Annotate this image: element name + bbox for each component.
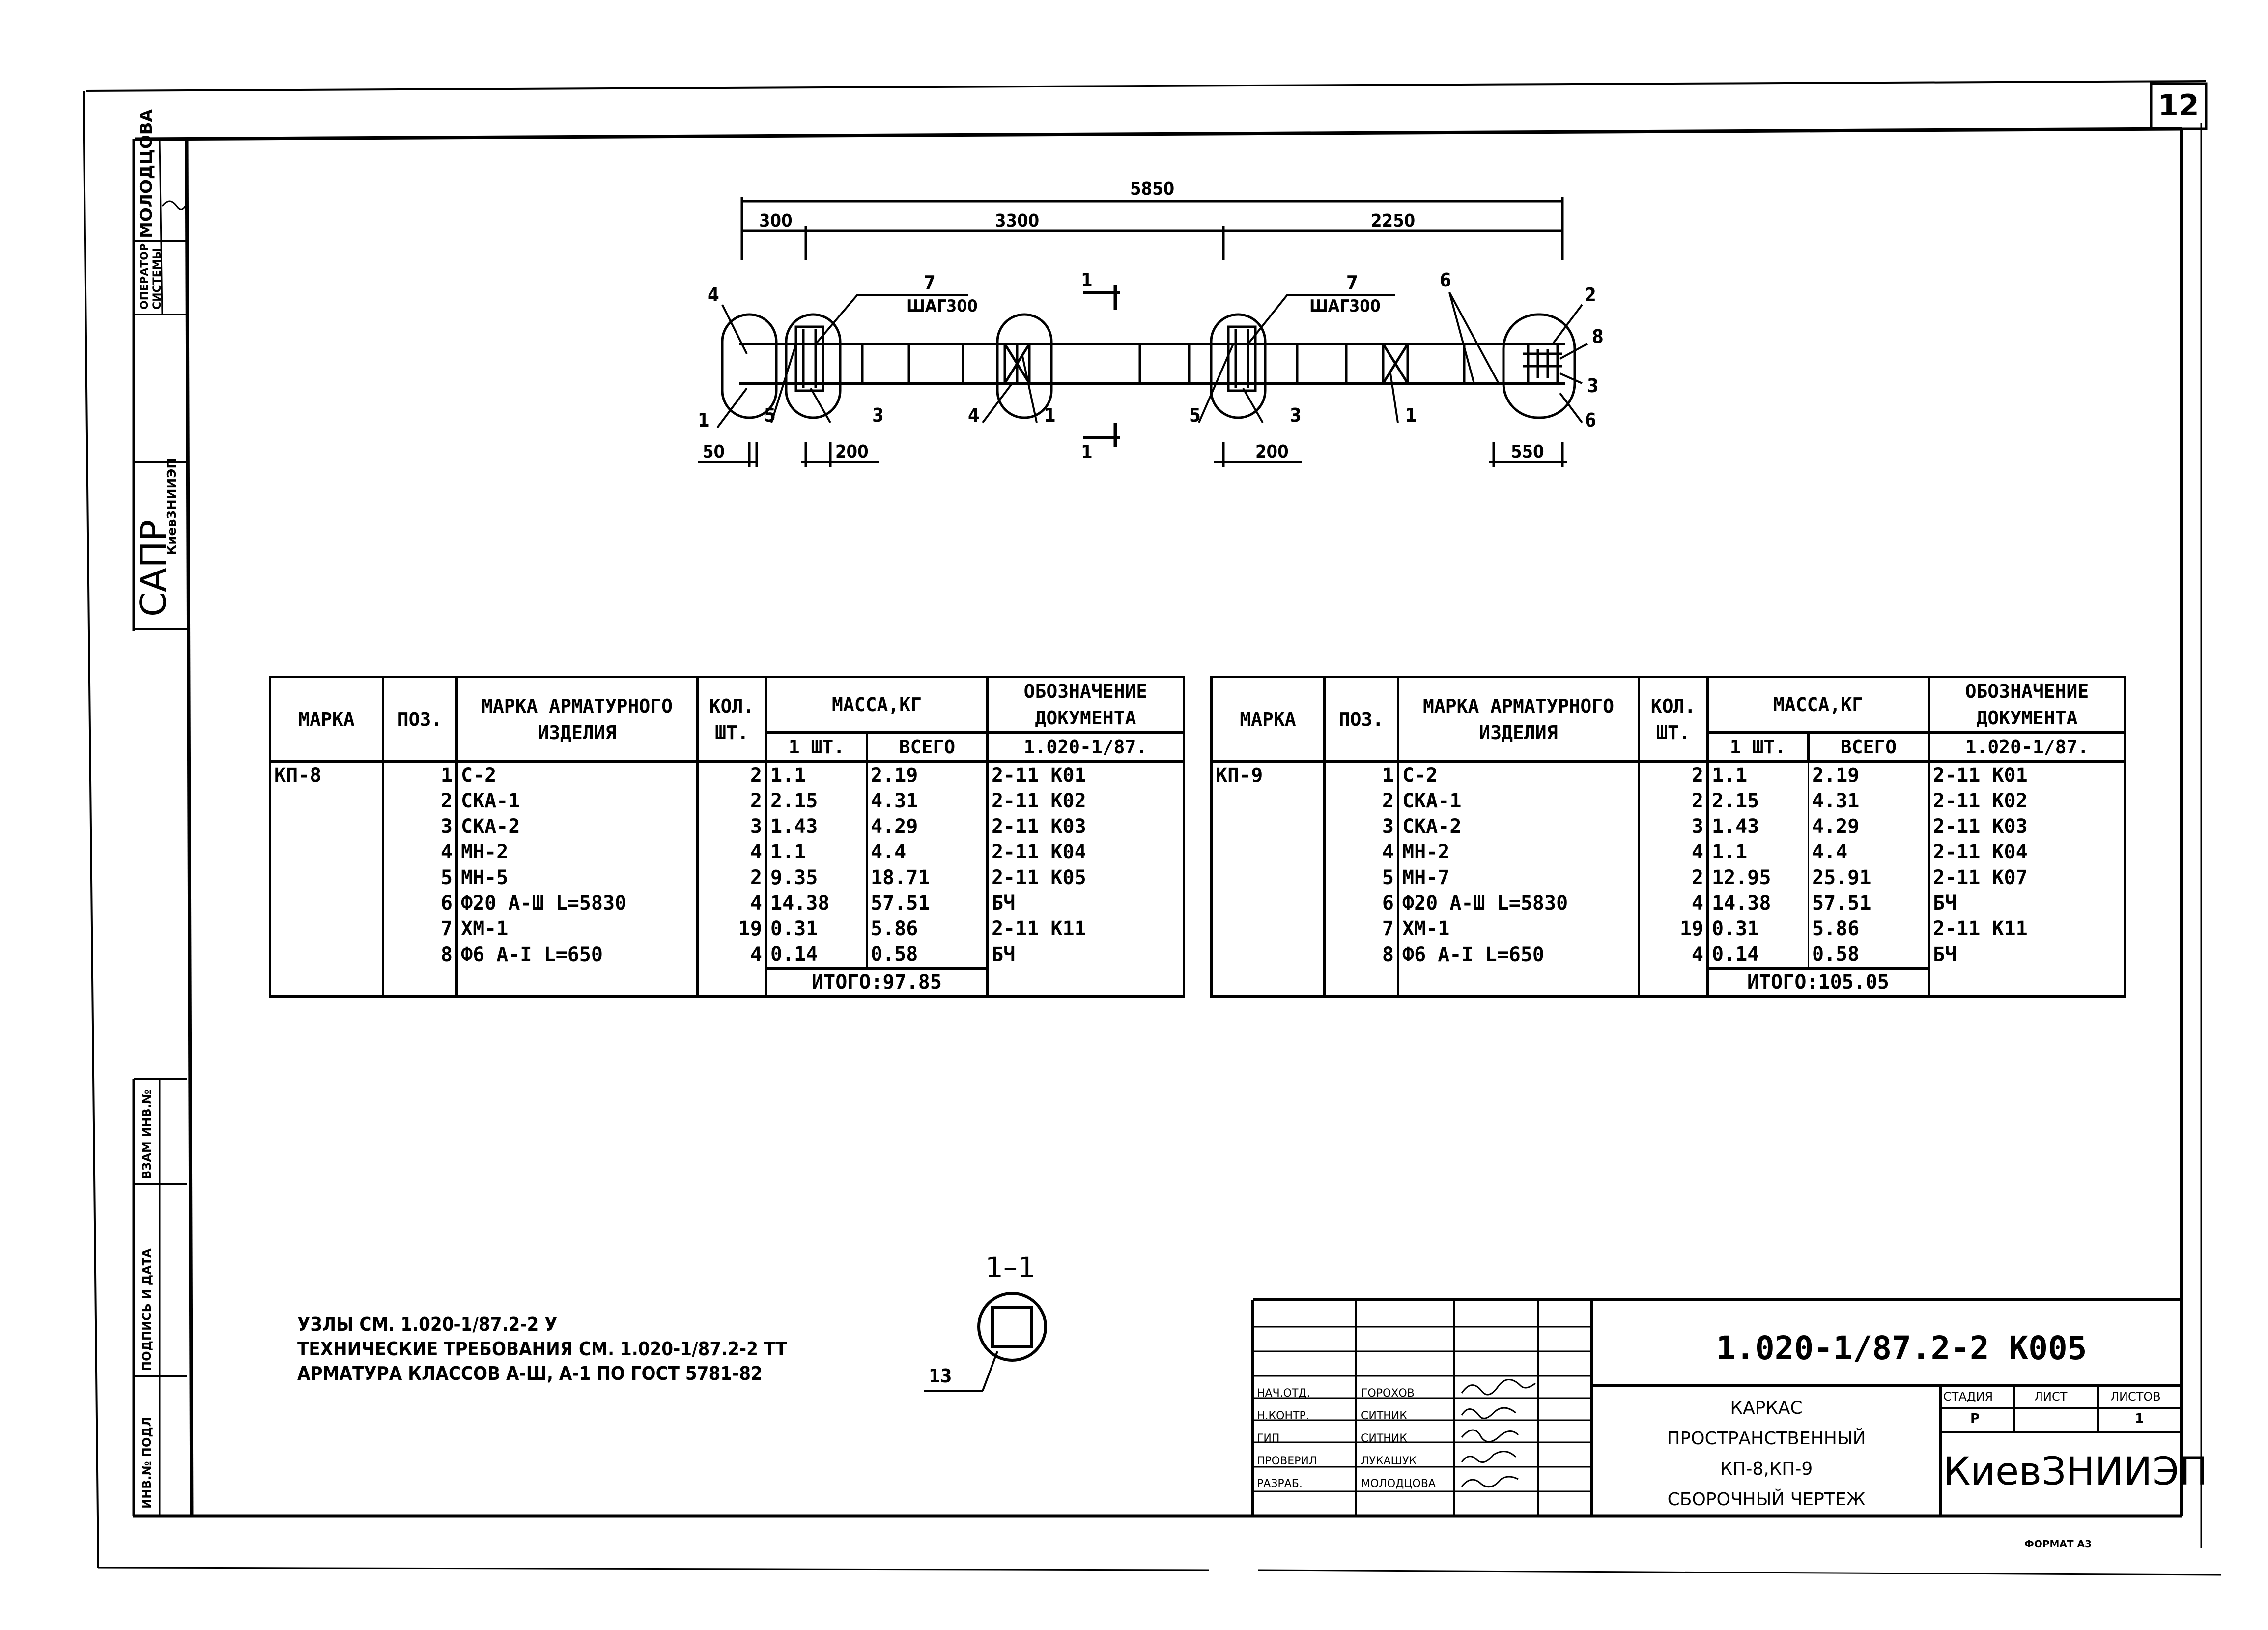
pos-cell: 3 (1325, 814, 1398, 839)
signer-role: ПРОВЕРИЛ (1257, 1455, 1317, 1467)
section-title: 1–1 (985, 1251, 1036, 1284)
mass-total-cell: 4.29 (867, 814, 988, 839)
mass-total-cell: 4.29 (1809, 814, 1929, 839)
mass-total-cell: 2.19 (867, 762, 988, 789)
callout-1b: 1 (1044, 404, 1056, 426)
pos-cell: 2 (1325, 788, 1398, 814)
mass-unit-cell: 12.95 (1708, 865, 1809, 890)
qty-cell: 19 (1639, 916, 1708, 942)
signer-role: ГИП (1257, 1432, 1280, 1445)
operator-label: ОПЕРАТОР СИСТЕМЫ (139, 243, 164, 310)
signer-role: Н.КОНТР. (1257, 1410, 1309, 1422)
sapr-label: САПР (133, 519, 174, 617)
mass-unit-cell: 1.1 (1708, 762, 1809, 789)
itogo-cell: ИТОГО:97.85 (766, 969, 988, 997)
mass-total-cell: 4.4 (1809, 839, 1929, 865)
dim-overall: 5850 (1130, 179, 1175, 199)
pos-cell: 5 (383, 865, 457, 890)
header-total: ВСЕГО (867, 733, 988, 762)
pos-cell: 6 (383, 890, 457, 916)
item-cell: СКА-2 (457, 814, 698, 839)
qty-cell: 4 (698, 839, 766, 865)
pos-cell: 4 (1325, 839, 1398, 865)
signer-name: СИТНИК (1361, 1410, 1407, 1422)
table-row (270, 839, 1184, 865)
header-total: ВСЕГО (1809, 733, 1929, 762)
item-cell: МН-2 (457, 839, 698, 865)
doc-cell: БЧ (1929, 890, 2126, 916)
pos-cell: 6 (1325, 890, 1398, 916)
header-pos: ПОЗ. (1325, 677, 1398, 762)
table-row (1212, 814, 2126, 839)
table-row (1212, 839, 2126, 865)
sheet-label: ЛИСТ (2034, 1390, 2068, 1403)
mass-total-cell: 57.51 (1809, 890, 1929, 916)
item-cell: СКА-1 (1398, 788, 1639, 814)
doc-cell: БЧ (988, 942, 1184, 969)
mass-unit-cell: 1.1 (766, 762, 867, 789)
item-cell: Ф6 А-I L=650 (457, 942, 698, 969)
callout-1c: 1 (1405, 404, 1417, 426)
table-row (270, 762, 1184, 789)
callout-3a: 3 (872, 404, 884, 426)
item-cell: Ф6 А-I L=650 (1398, 942, 1639, 969)
qty-cell: 4 (698, 942, 766, 969)
qty-cell: 19 (698, 916, 766, 942)
format-label: ФОРМАТ А3 (2024, 1538, 2092, 1550)
mass-total-cell: 4.4 (867, 839, 988, 865)
item-cell: МН-7 (1398, 865, 1639, 890)
mass-total-cell: 57.51 (867, 890, 988, 916)
section-mark-bottom: 1 (1081, 441, 1093, 463)
doc-cell: 2-11 К03 (1929, 814, 2126, 839)
total-row (1212, 969, 2126, 997)
note-line: УЗЛЫ СМ. 1.020-1/87.2-2 У (297, 1314, 558, 1335)
title-line: СБОРОЧНЫЙ ЧЕРТЕЖ (1667, 1489, 1866, 1510)
dim-50: 50 (703, 442, 725, 462)
mass-unit-cell: 1.43 (766, 814, 867, 839)
inv-podl-label: ИНВ.№ ПОДЛ (140, 1417, 154, 1509)
pos-cell: 3 (383, 814, 457, 839)
signer-name: СИТНИК (1361, 1432, 1407, 1445)
table-row (1212, 890, 2126, 916)
qty-cell: 3 (698, 814, 766, 839)
section-mark-top: 1 (1081, 269, 1093, 291)
signer-name: ЛУКАШУК (1361, 1455, 1417, 1467)
qty-cell: 2 (698, 865, 766, 890)
header-marka: МАРКА (1212, 677, 1325, 762)
title-line: КП-8,КП-9 (1720, 1459, 1813, 1479)
dim-2250: 2250 (1371, 211, 1416, 231)
step-label-1: ШАГ300 (907, 296, 978, 316)
title-line: ПРОСТРАНСТВЕННЫЙ (1667, 1429, 1866, 1449)
callout-6b: 6 (1585, 409, 1596, 431)
doc-cell: 2-11 К01 (988, 762, 1184, 789)
qty-cell: 4 (698, 890, 766, 916)
header-doc-code: 1.020-1/87. (988, 733, 1184, 762)
item-cell: МН-2 (1398, 839, 1639, 865)
general-notes (297, 1312, 787, 1386)
header-izdelie: МАРКА АРМАТУРНОГО ИЗДЕЛИЯ (457, 677, 698, 762)
doc-cell: 2-11 К02 (1929, 788, 2126, 814)
pos-cell: 1 (1325, 762, 1398, 789)
qty-cell: 2 (698, 788, 766, 814)
mark-cell: КП-9 (1212, 762, 1325, 789)
qty-cell: 4 (1639, 890, 1708, 916)
mass-unit-cell: 1.1 (766, 839, 867, 865)
signer-name: МОЛОДЦОВА (1361, 1478, 1436, 1490)
doc-cell: БЧ (988, 890, 1184, 916)
total-row (270, 969, 1184, 997)
table-row (270, 788, 1184, 814)
frame-elevation (698, 197, 1587, 467)
mass-unit-cell: 9.35 (766, 865, 867, 890)
dim-3300: 3300 (995, 211, 1040, 231)
doc-cell: БЧ (1929, 942, 2126, 969)
pos-cell: 7 (1325, 916, 1398, 942)
qty-cell: 3 (1639, 814, 1708, 839)
item-cell: СКА-2 (1398, 814, 1639, 839)
pos-cell: 7 (383, 916, 457, 942)
mass-total-cell: 18.71 (867, 865, 988, 890)
mass-total-cell: 2.19 (1809, 762, 1929, 789)
mass-unit-cell: 2.15 (1708, 788, 1809, 814)
signer-name: ГОРОХОВ (1361, 1387, 1415, 1400)
table-row (1212, 942, 2126, 969)
callout-1a: 1 (698, 409, 709, 431)
doc-cell: 2-11 К11 (1929, 916, 2126, 942)
stage-value: Р (1970, 1411, 1980, 1426)
header-massa: МАССА,КГ (1708, 677, 1929, 733)
mass-total-cell: 4.31 (867, 788, 988, 814)
callout-4b: 4 (968, 404, 980, 426)
doc-cell: 2-11 К04 (988, 839, 1184, 865)
mass-total-cell: 0.58 (867, 942, 988, 969)
header-doc-code: 1.020-1/87. (1929, 733, 2126, 762)
mass-unit-cell: 0.14 (766, 942, 867, 969)
table-row (1212, 762, 2126, 789)
qty-cell: 2 (1639, 788, 1708, 814)
signer-role: РАЗРАБ. (1257, 1478, 1303, 1490)
step-label-2: ШАГ300 (1309, 296, 1381, 316)
header-m1: 1 ШТ. (766, 733, 867, 762)
doc-cell: 2-11 К01 (1929, 762, 2126, 789)
table-row (270, 916, 1184, 942)
item-cell: МН-5 (457, 865, 698, 890)
doc-cell: 2-11 К07 (1929, 865, 2126, 890)
table-row (270, 865, 1184, 890)
item-cell: С-2 (457, 762, 698, 789)
mass-unit-cell: 1.1 (1708, 839, 1809, 865)
section-callout: 13 (929, 1365, 952, 1387)
institute-vertical: КиевЗНИИЭП (165, 458, 179, 555)
mass-unit-cell: 14.38 (1708, 890, 1809, 916)
signers-roles (1257, 1382, 1317, 1495)
header-marka: МАРКА (270, 677, 383, 762)
signers-names (1361, 1382, 1436, 1495)
item-cell: СКА-1 (457, 788, 698, 814)
qty-cell: 2 (1639, 865, 1708, 890)
callout-4a: 4 (708, 284, 719, 306)
dim-300: 300 (759, 211, 793, 231)
callout-3c: 3 (1587, 375, 1599, 397)
qty-cell: 2 (1639, 762, 1708, 789)
header-kol: КОЛ. ШТ. (1639, 677, 1708, 762)
stage-label: СТАДИЯ (1943, 1390, 1993, 1403)
note-line: АРМАТУРА КЛАССОВ А-Ш, А-1 ПО ГОСТ 5781-82 (297, 1363, 763, 1384)
table-row (270, 942, 1184, 969)
header-doc: ОБОЗНАЧЕНИЕ ДОКУМЕНТА (988, 677, 1184, 733)
drawing-title (1594, 1393, 1938, 1515)
pos-cell: 8 (1325, 942, 1398, 969)
title-line: КАРКАС (1730, 1398, 1803, 1418)
mass-unit-cell: 0.14 (1708, 942, 1809, 969)
spec-table-kp9 (1210, 676, 2126, 998)
vzam-label: ВЗАМ ИНВ.№ (140, 1089, 154, 1179)
doc-cell: 2-11 К11 (988, 916, 1184, 942)
doc-cell: 2-11 К03 (988, 814, 1184, 839)
doc-cell: 2-11 К05 (988, 865, 1184, 890)
callout-3b: 3 (1290, 404, 1302, 426)
doc-cell: 2-11 К04 (1929, 839, 2126, 865)
header-izdelie: МАРКА АРМАТУРНОГО ИЗДЕЛИЯ (1398, 677, 1639, 762)
dim-550: 550 (1511, 442, 1544, 462)
sheets-label: ЛИСТОВ (2110, 1390, 2161, 1403)
document-code: 1.020-1/87.2-2 К005 (1716, 1329, 2087, 1367)
callout-7a: 7 (924, 272, 936, 293)
mark-cell: КП-8 (270, 762, 383, 789)
callout-8: 8 (1592, 326, 1604, 347)
mass-unit-cell: 14.38 (766, 890, 867, 916)
item-cell: Ф20 А-Ш L=5830 (457, 890, 698, 916)
callout-5b: 5 (1189, 404, 1201, 426)
mass-total-cell: 5.86 (867, 916, 988, 942)
table-row (270, 814, 1184, 839)
dim-200-a: 200 (835, 442, 869, 462)
mass-total-cell: 25.91 (1809, 865, 1929, 890)
spec-table-kp8 (269, 676, 1185, 998)
pos-cell: 5 (1325, 865, 1398, 890)
item-cell: С-2 (1398, 762, 1639, 789)
qty-cell: 4 (1639, 839, 1708, 865)
mass-unit-cell: 2.15 (766, 788, 867, 814)
qty-cell: 4 (1639, 942, 1708, 969)
table-row (1212, 865, 2126, 890)
callout-2: 2 (1585, 284, 1596, 306)
callout-5a: 5 (764, 404, 776, 426)
header-kol: КОЛ. ШТ. (698, 677, 766, 762)
pos-cell: 8 (383, 942, 457, 969)
pos-cell: 2 (383, 788, 457, 814)
pos-cell: 1 (383, 762, 457, 789)
person-name-vertical: МОЛОДЦОВА (137, 109, 156, 238)
table-row (270, 890, 1184, 916)
table-row (1212, 788, 2126, 814)
pos-cell: 4 (383, 839, 457, 865)
header-massa: МАССА,КГ (766, 677, 988, 733)
mass-total-cell: 0.58 (1809, 942, 1929, 969)
mass-total-cell: 4.31 (1809, 788, 1929, 814)
doc-cell: 2-11 К02 (988, 788, 1184, 814)
mass-unit-cell: 1.43 (1708, 814, 1809, 839)
dim-200-b: 200 (1255, 442, 1289, 462)
item-cell: ХМ-1 (457, 916, 698, 942)
mass-total-cell: 5.86 (1809, 916, 1929, 942)
itogo-cell: ИТОГО:105.05 (1708, 969, 1929, 997)
header-doc: ОБОЗНАЧЕНИЕ ДОКУМЕНТА (1929, 677, 2126, 733)
callout-7b: 7 (1346, 272, 1358, 293)
callout-6a: 6 (1440, 269, 1451, 291)
qty-cell: 2 (698, 762, 766, 789)
item-cell: ХМ-1 (1398, 916, 1639, 942)
organization-name: КиевЗНИИЭП (1943, 1450, 2208, 1494)
item-cell: Ф20 А-Ш L=5830 (1398, 890, 1639, 916)
signer-role: НАЧ.ОТД. (1257, 1387, 1310, 1400)
sheets-value: 1 (2135, 1411, 2144, 1426)
table-row (1212, 916, 2126, 942)
mass-unit-cell: 0.31 (1708, 916, 1809, 942)
note-line: ТЕХНИЧЕСКИЕ ТРЕБОВАНИЯ СМ. 1.020-1/87.2-2 ТТ (297, 1338, 787, 1360)
podpis-label: ПОДПИСЬ И ДАТА (140, 1248, 154, 1371)
header-pos: ПОЗ. (383, 677, 457, 762)
header-m1: 1 ШТ. (1708, 733, 1809, 762)
sheet-number: 12 (2158, 88, 2199, 123)
mass-unit-cell: 0.31 (766, 916, 867, 942)
